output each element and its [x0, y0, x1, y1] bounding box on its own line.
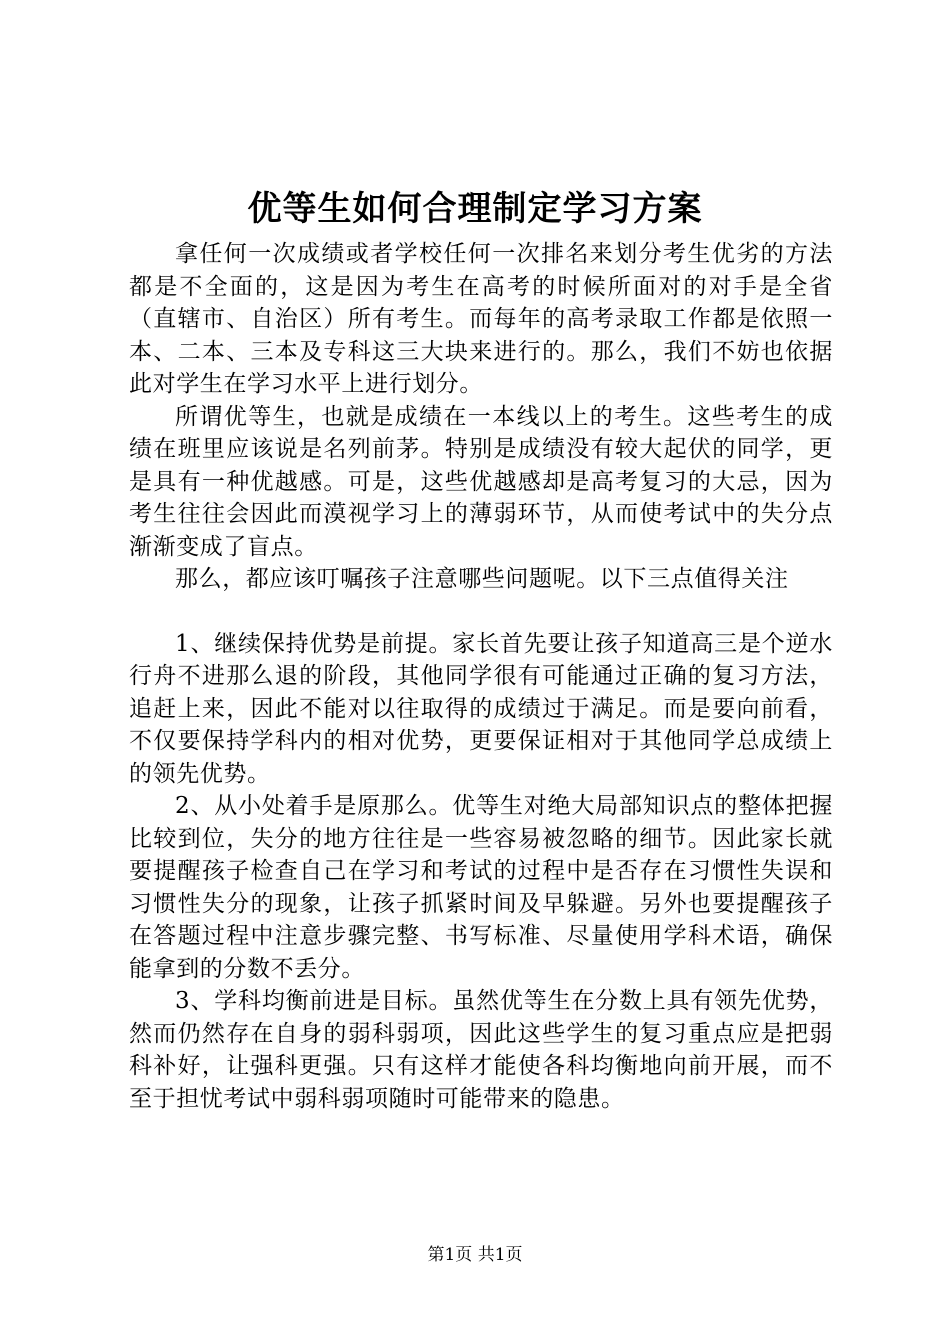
document-body: [129, 238, 833, 1115]
paragraph-top-students: 所谓优等生，也就是成绩在一本线以上的考生。这些考生的成绩在班里应该说是名列前茅。特别是成绩没有较大起伏的同学，更是具有一种优越感。可是，这些优越感却是高考复习的大忌，因为考生往往会因此而漠视学习上的薄弱环节，从而使考试中的失分点渐渐变成了盲点。: [129, 403, 833, 560]
page-number-footer: 第1页 共1页: [427, 1245, 523, 1265]
document-title: 优等生如何合理制定学习方案: [247, 189, 703, 229]
paragraph-point-2: 2、从小处着手是原那么。优等生对绝大局部知识点的整体把握比较到位，失分的地方往往是一些容易被忽略的细节。因此家长就要提醒孩子检查自己在学习和考试的过程中是否存在习惯性失误和习惯性失分的现象，让孩子抓紧时间及早躲避。另外也要提醒孩子在答题过程中注意步骤完整、书写标准、尽量使用学科术语，确保能拿到的分数不丢分。: [129, 793, 833, 982]
paragraph-intro: 拿任何一次成绩或者学校任何一次排名来划分考生优劣的方法都是不全面的，这是因为考生在高考的时候所面对的对手是全省（直辖市、自治区）所有考生。而每年的高考录取工作都是依照一本、二本、三本及专科这三大块来进行的。那么，我们不妨也依据此对学生在学习水平上进行划分。: [129, 241, 833, 397]
paragraph-point-1: 1、继续保持优势是前提。家长首先要让孩子知道高三是个逆水行舟不进那么退的阶段，其他同学很有可能通过正确的复习方法，追赶上来，因此不能对以往取得的成绩过于满足。而是要向前看，不仅要保持学科内的相对优势，更要保证相对于其他同学总成绩上的领先优势。: [129, 630, 833, 787]
paragraph-point-3: 3、学科均衡前进是目标。虽然优等生在分数上具有领先优势，然而仍然存在自身的弱科弱项，因此这些学生的复习重点应是把弱科补好，让强科更强。只有这样才能使各科均衡地向前开展，而不至于担忧考试中弱科弱项随时可能带来的隐患。: [129, 988, 833, 1112]
paragraph-attention: 那么，都应该叮嘱孩子注意哪些问题呢。以下三点值得关注: [175, 566, 789, 592]
